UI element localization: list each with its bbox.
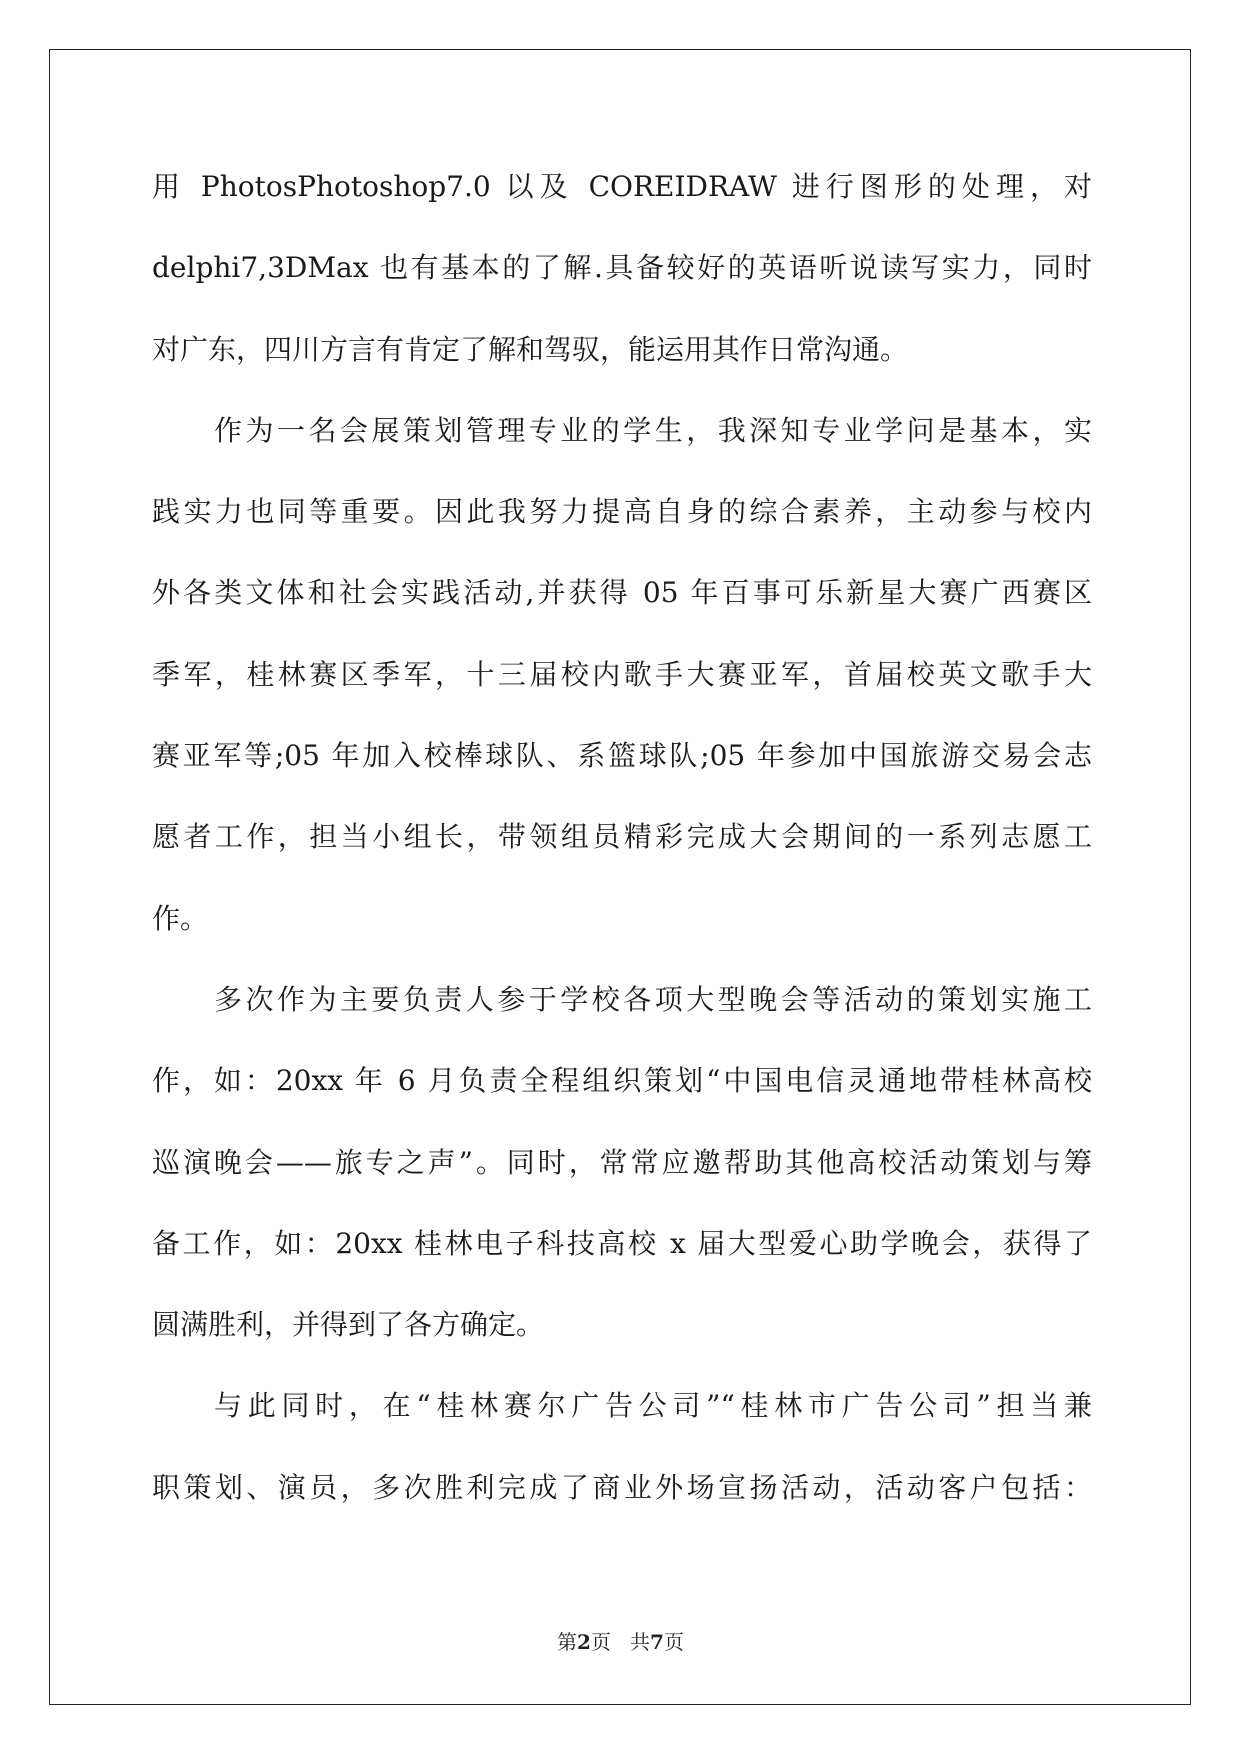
total-prefix: 共 — [630, 1630, 651, 1654]
text-line: 践实力也同等重要。因此我努力提高自身的综合素养，主动参与校内 — [152, 495, 1092, 529]
page-number: 2 — [577, 1630, 591, 1654]
text-line: 与此同时，在“桂林赛尔广告公司”“桂林市广告公司”担当兼 — [214, 1389, 1092, 1423]
text-line: 多次作为主要负责人参于学校各项大型晚会等活动的策划实施工 — [214, 982, 1092, 1016]
text-line: 作。 — [152, 901, 209, 935]
text-line: 职策划、演员，多次胜利完成了商业外场宣扬活动，活动客户包括： — [152, 1470, 1092, 1504]
page-footer — [0, 1626, 1241, 1655]
text-line: 对广东，四川方言有肯定了解和驾驭，能运用其作日常沟通。 — [152, 332, 909, 366]
text-line: 备工作，如：20xx 桂林电子科技高校 x 届大型爱心助学晚会，获得了 — [152, 1226, 1092, 1260]
text-line: 用 PhotosPhotoshop7.0 以及 COREIDRAW 进行图形的处理，对 — [152, 170, 1092, 203]
document-body — [152, 160, 1092, 1542]
text-line: 季军，桂林赛区季军，十三届校内歌手大赛亚军，首届校英文歌手大 — [152, 657, 1092, 691]
total-suffix: 页 — [663, 1630, 684, 1654]
text-line: 作，如：20xx 年 6 月负责全程组织策划“中国电信灵通地带桂林高校 — [152, 1064, 1092, 1098]
text-line: 巡演晚会——旅专之声”。同时，常常应邀帮助其他高校活动策划与筹 — [152, 1145, 1092, 1179]
text-line: 外各类文体和社会实践活动,并获得 05 年百事可乐新星大赛广西赛区 — [152, 576, 1092, 610]
page-prefix: 第 — [557, 1630, 578, 1654]
text-line: 赛亚军等;05 年加入校棒球队、系篮球队;05 年参加中国旅游交易会志 — [152, 739, 1092, 773]
text-line: delphi7,3DMax 也有基本的了解.具备较好的英语听说读写实力，同时 — [152, 251, 1092, 285]
text-line: 愿者工作，担当小组长，带领组员精彩完成大会期间的一系列志愿工 — [152, 820, 1092, 854]
text-line: 作为一名会展策划管理专业的学生，我深知专业学问是基本，实 — [214, 413, 1092, 447]
total-pages: 7 — [650, 1630, 664, 1654]
text-line: 圆满胜利，并得到了各方确定。 — [152, 1308, 545, 1342]
page-suffix: 页 — [590, 1630, 611, 1654]
